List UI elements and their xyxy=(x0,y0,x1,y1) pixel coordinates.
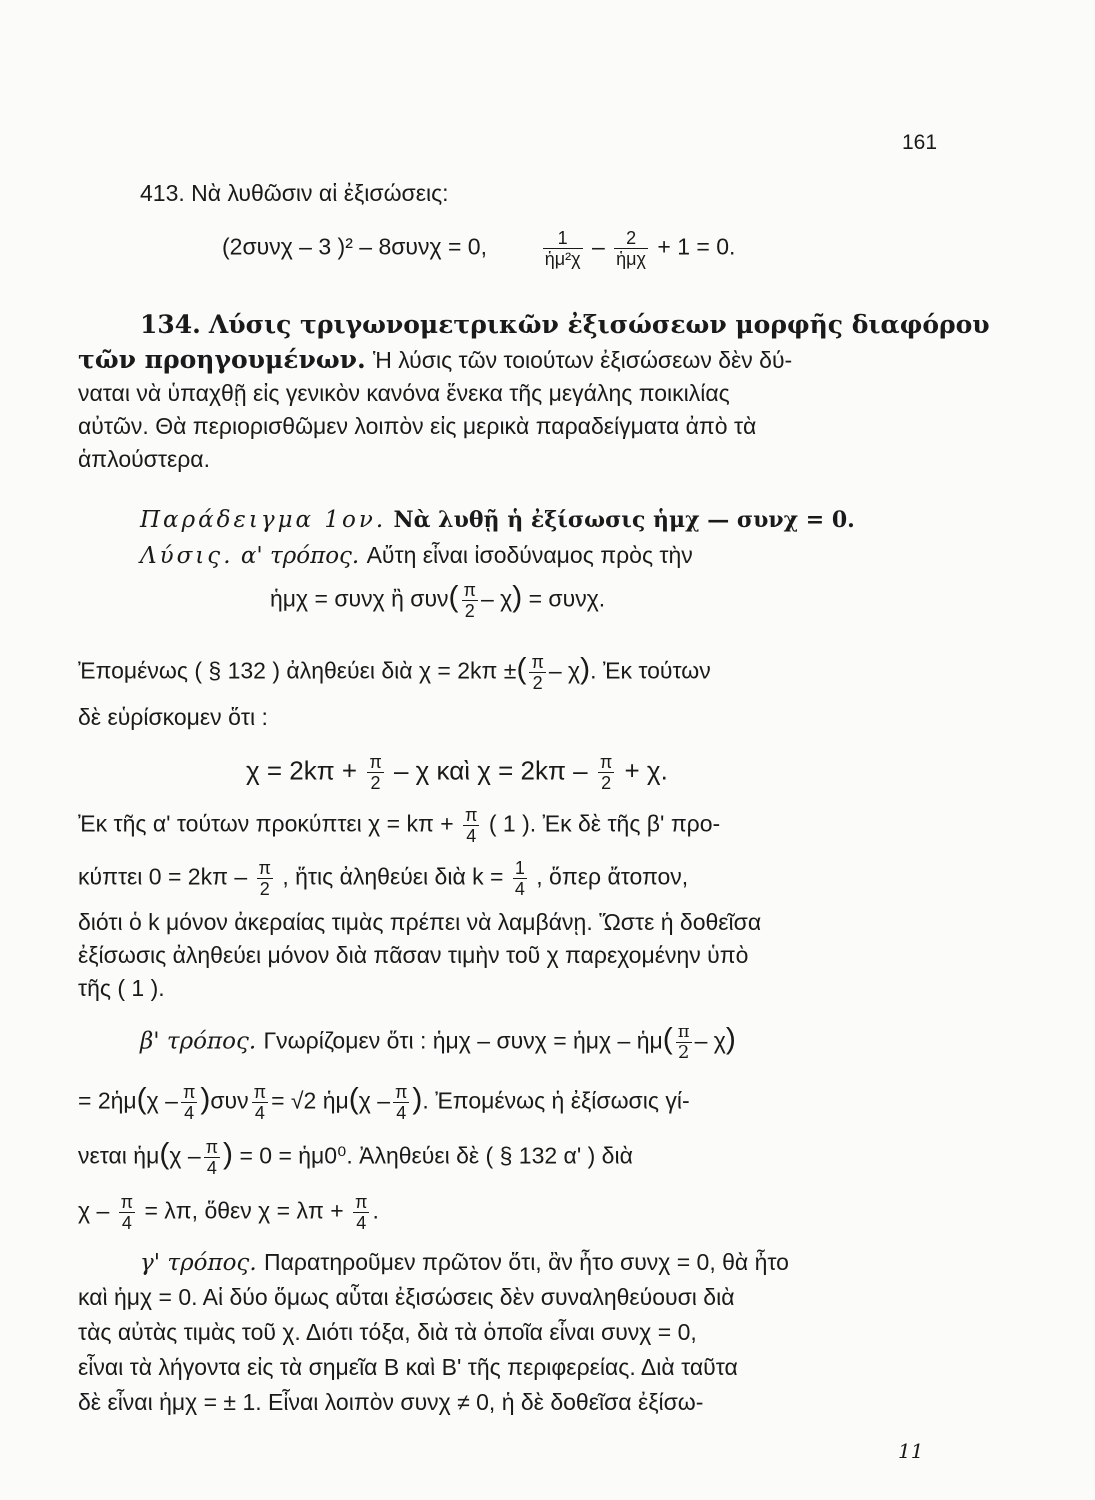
tis-line: τῆς ( 1 ). xyxy=(78,975,165,1001)
page-number: 161 xyxy=(902,131,938,154)
find-line: δὲ εὑρίσκομεν ὅτι : xyxy=(78,704,268,730)
example-statement: Νὰ λυθῇ ἡ ἐξίσωσις ἡμχ — συνχ = 0. xyxy=(393,507,855,533)
method-c-line-5: δὲ εἶναι ἡμχ = ± 1. Εἶναι λοιπὸν συνχ ≠ 0, ἡ δὲ δοθεῖσα ἐξίσω- xyxy=(78,1389,704,1415)
method-b-line-2: = 2ἡμ(χ – $\frac{\pi}{4}$ )συν $\frac{\pi}{4}$ = √2 ἡμ(χ – $\frac{\pi}{4}$ ). Ἐπομένως ἡ ἐξίσωσις γί- xyxy=(78,1082,690,1123)
section-number: 134. xyxy=(140,310,201,339)
dioti-line: διότι ὁ k μόνον ἀκεραίας τιμὰς πρέπει νὰ λαμβάνῃ. Ὥστε ἡ δοθεῖσα xyxy=(78,909,762,935)
equation-1-text: (2συνχ – 3 )² – 8συνχ = 0, xyxy=(222,233,487,260)
section-134-line-2: ναται νὰ ὑπαχθῇ εἰς γενικὸν κανόνα ἕνεκα τῆς μεγάλης ποικιλίας xyxy=(78,380,730,406)
method-c-line-4: εἶναι τὰ λήγοντα εἰς τὰ σημεῖα Β καὶ Β' τῆς περιφερείας. Διὰ ταῦτα xyxy=(78,1354,738,1380)
fraction: $\frac{2}{\text{ἡμχ}}$ xyxy=(616,228,647,269)
second-solution-line: κύπτει 0 = 2kπ – $\frac{\pi}{2}$ , ἥτις ἀληθεύει διὰ k = $\frac{1}{4}$ , ὅπερ ἄτοπον, xyxy=(78,858,689,899)
section-134-line-3: αὐτῶν. Θὰ περιορισθῶμεν λοιπὸν εἰς μερικὰ παραδείγματα ἀπὸ τὰ xyxy=(78,413,757,439)
first-solution-line: Ἐκ τῆς α' τούτων προκύπτει χ = kπ + $\frac{\pi}{4}$ ( 1 ). Ἐκ δὲ τῆς β' προ- xyxy=(78,805,721,846)
exisosis-line: ἐξίσωσις ἀληθεύει μόνον διὰ πᾶσαν τιμὴν τοῦ χ παρεχομένην ὑπὸ xyxy=(78,942,749,968)
fraction: $\frac{1}{\text{ἡμ²χ}}$ xyxy=(544,228,581,269)
therefore-line: Ἐπομένως ( § 132 ) ἀληθεύει διὰ χ = 2kπ ±( $\frac{\pi}{2}$ – χ). Ἐκ τούτων xyxy=(78,652,711,693)
section-title: Λύσις τριγωνομετρικῶν ἐξισώσεων μορφῆς διαφόρου xyxy=(208,310,990,339)
solutions-equation: χ = 2kπ + $\frac{\pi}{2}$ – χ καὶ χ = 2kπ – $\frac{\pi}{2}$ + χ. xyxy=(246,752,668,793)
method-b-line-4: χ – $\frac{\pi}{4}$ = λπ, ὅθεν χ = λπ + $\frac{\pi}{4}$ . xyxy=(78,1192,379,1233)
section-134-line-4: ἁπλούστερα. xyxy=(78,446,210,472)
method-c-line-2: καὶ ἡμχ = 0. Αἱ δύο ὅμως αὗται ἐξισώσεις δὲν συναληθεύουσι διὰ xyxy=(78,1284,735,1310)
example-label: Παράδειγμα 1ον. xyxy=(140,507,387,533)
method-c-line-3: τὰς αὐτὰς τιμὰς τοῦ χ. Διότι τόξα, διὰ τὰ ὁποῖα εἶναι συνχ = 0, xyxy=(78,1319,697,1345)
solution-method-b: β' τρόπος. Γνωρίζομεν ὅτι : ἡμχ – συνχ = ἡμχ – ἡμ( $\frac{\pi}{2}$ – χ) xyxy=(140,1021,736,1063)
method-b-line-3: νεται ἡμ(χ – $\frac{\pi}{4}$ ) = 0 = ἡμ0⁰. Ἀληθεύει δὲ ( § 132 α' ) διὰ xyxy=(78,1137,633,1178)
signature-mark: 11 xyxy=(898,1439,924,1463)
example-1-heading xyxy=(140,505,855,535)
equivalence-equation: ἡμχ = συνχ ἢ συν( $\frac{\pi}{2}$ – χ) = συνχ. xyxy=(270,580,606,621)
solution-method-c: γ' τρόπος. Παρατηροῦμεν πρῶτον ὅτι, ἂν ἦτο συνχ = 0, θὰ ἦτο xyxy=(140,1249,789,1276)
solution-method-a: Λύσις. α' τρόπος. Αὔτη εἶναι ἰσοδύναμος πρὸς τὴν xyxy=(140,542,693,569)
exercise-413-intro: 413. Νὰ λυθῶσιν αἱ ἐξισώσεις: xyxy=(140,180,449,206)
section-134-heading xyxy=(140,310,990,340)
section-134-line-1: τῶν προηγουμένων. Ἡ λύσις τῶν τοιούτων ἐξισώσεων δὲν δύ- xyxy=(78,345,793,374)
exercise-413-equation-1: (2συνχ – 3 )² – 8συνχ = 0, $\frac{1}{\text{ἡμ²χ}}$ – $\frac{2}{\text{ἡμχ}}$ + 1 = 0. xyxy=(222,228,736,269)
